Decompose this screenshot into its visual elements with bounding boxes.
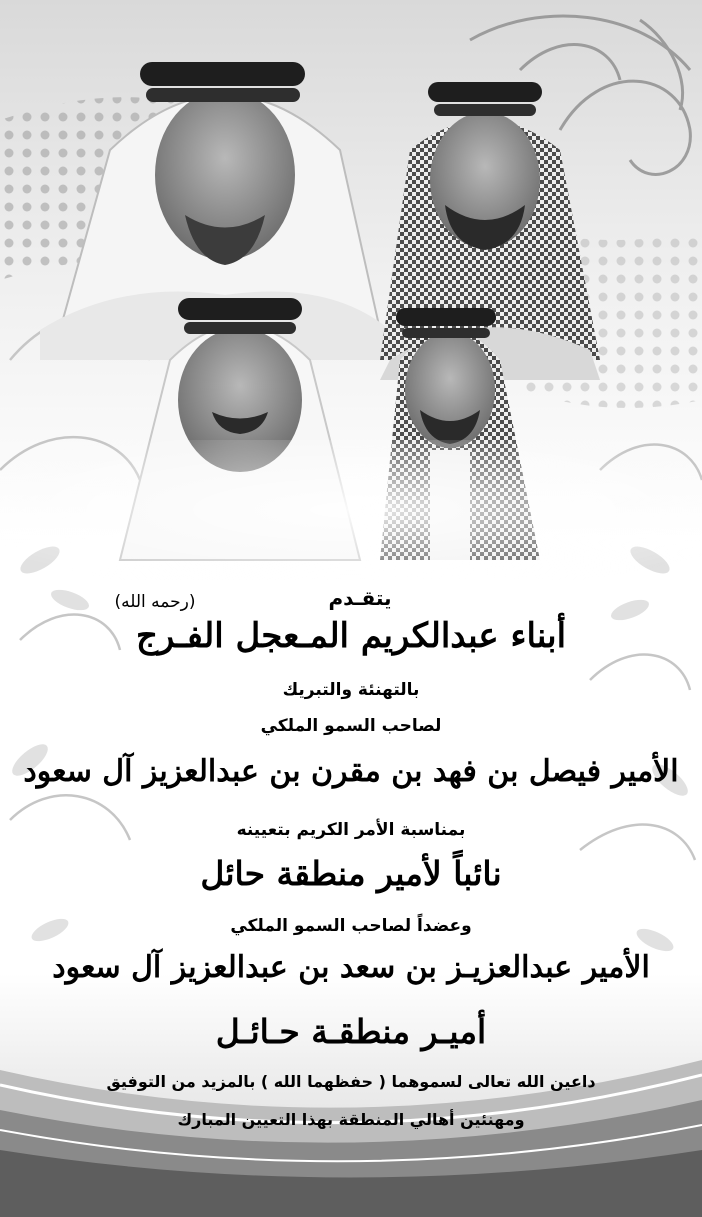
portraits-group bbox=[0, 0, 702, 580]
congrats-text: بالتهنئة والتبريك bbox=[282, 680, 420, 700]
family-name: أبناء عبدالكريم المـعجل الفـرج bbox=[135, 616, 567, 656]
prince-1-name: الأمير فيصل بن فهد بن مقرن بن عبدالعزيز آل سعود bbox=[23, 754, 679, 789]
honorific-1: لصاحب السمو الملكي bbox=[260, 716, 442, 736]
position-1: نائباً لأمير منطقة حائل bbox=[200, 854, 502, 893]
deceased-note: (رحمه الله) bbox=[114, 592, 196, 612]
prayer-text: داعين الله تعالى لسموهما ( حفظهما الله ) بالمزيد من التوفيق bbox=[106, 1072, 596, 1091]
support-note: وعضداً لصاحب السمو الملكي bbox=[230, 916, 472, 936]
closing-text: ومهنئين أهالي المنطقة بهذا التعيين المبارك bbox=[177, 1110, 525, 1129]
occasion-text: بمناسبة الأمر الكريم بتعيينه bbox=[236, 820, 466, 840]
presenter-verb: يتقـدم bbox=[328, 586, 392, 610]
prince-2-name: الأمير عبدالعزيـز بن سعد بن عبدالعزيز آل سعود bbox=[52, 950, 650, 985]
position-2: أميـر منطقـة حـائـل bbox=[215, 1012, 487, 1051]
